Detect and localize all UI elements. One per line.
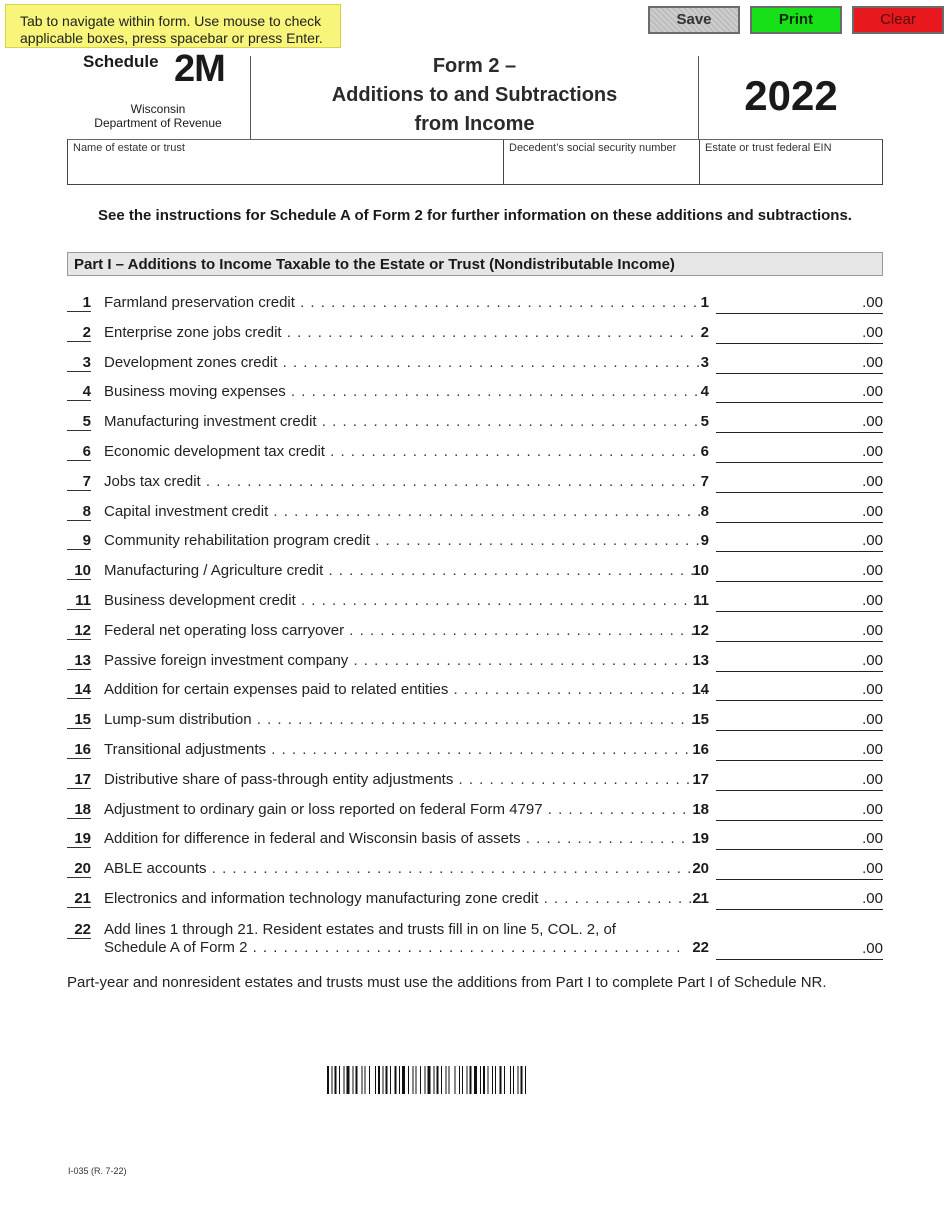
line-description: Electronics and information technology manufacturing zone credit . . . [104, 890, 704, 908]
barcode-bar [386, 1066, 388, 1094]
line-description: Community rehabilitation program credit . . . [104, 532, 704, 550]
barcode-bar [446, 1066, 447, 1094]
notice-line-1: Tab to navigate within form. Use mouse to check [20, 13, 322, 29]
amount-field[interactable]: .00 [716, 293, 883, 314]
barcode-bar [495, 1066, 496, 1094]
estate-name-label: Name of estate or trust [73, 142, 185, 154]
line-number: 15 [67, 712, 91, 729]
line-reference: 9 [700, 532, 709, 550]
amount-field[interactable]: .00 [716, 412, 883, 433]
identification-row [67, 139, 883, 185]
line-reference: 20 [692, 860, 709, 878]
barcode-bar [434, 1066, 435, 1094]
barcode-bar [428, 1066, 431, 1094]
save-button[interactable]: Save [648, 6, 740, 34]
barcode-bar [455, 1066, 456, 1094]
amount-field[interactable]: .00 [716, 800, 883, 821]
line-description: Lump-sum distribution . . . [104, 711, 704, 729]
line-reference: 16 [692, 741, 709, 758]
line-number: 8 [67, 504, 91, 521]
footnote: Part-year and nonresident estates and trusts must use the additions from Part I to complete Part I of Schedule NR. [67, 974, 827, 991]
line-description: Enterprise zone jobs credit . . . [104, 324, 704, 342]
line-reference: 13 [692, 651, 709, 669]
line-number: 5 [67, 414, 91, 431]
line-reference: 12 [692, 621, 709, 639]
barcode-bar [492, 1066, 493, 1094]
barcode-bar [504, 1066, 505, 1094]
line-12 [67, 617, 887, 647]
line-reference: 1 [700, 294, 709, 311]
barcode-bar [462, 1066, 463, 1094]
ssn-cell [504, 140, 700, 184]
line-reference: 7 [700, 472, 709, 490]
line-description: Development zones credit . . . [104, 354, 704, 372]
barcode-bar [362, 1066, 363, 1094]
barcode-bar [332, 1066, 333, 1094]
line-description: Addition for certain expenses paid to related entities . . . [104, 681, 704, 699]
line-reference: 4 [700, 383, 709, 401]
barcode-bar [437, 1066, 439, 1094]
barcode-bar [483, 1066, 485, 1094]
barcode-bar [470, 1066, 472, 1094]
barcode-bar [488, 1066, 489, 1094]
line-reference: 3 [700, 353, 709, 371]
barcode-bar [518, 1066, 519, 1094]
amount-field[interactable]: .00 [716, 621, 883, 642]
line-21 [67, 885, 887, 915]
barcode-bar [353, 1066, 354, 1094]
barcode-bar [474, 1066, 477, 1094]
line-description: ABLE accounts . . . [104, 860, 704, 878]
barcode-bar [339, 1066, 340, 1094]
ein-label: Estate or trust federal EIN [705, 142, 832, 154]
barcode-bar [375, 1066, 376, 1094]
amount-field[interactable]: .00 [716, 889, 883, 910]
line-1 [67, 289, 887, 319]
line-reference: 19 [692, 830, 709, 848]
line-4 [67, 378, 887, 408]
ssn-input[interactable] [508, 158, 695, 180]
line-number: 12 [67, 623, 91, 640]
barcode-bar [425, 1066, 426, 1094]
line-5 [67, 408, 887, 438]
line-number: 4 [67, 384, 91, 401]
line-15 [67, 706, 887, 736]
title-line-3: from Income [414, 113, 535, 135]
title-line-2: Additions to and Subtractions [331, 84, 618, 106]
line-22-desc-1: Add lines 1 through 21. Resident estates and trusts fill in on line 5, COL. 2, of [104, 921, 616, 938]
barcode-bar [459, 1066, 460, 1094]
barcode-bar [402, 1066, 405, 1094]
amount-field[interactable]: .00 [716, 442, 883, 463]
line-number: 9 [67, 533, 91, 550]
barcode-bar [441, 1066, 442, 1094]
line-reference: 15 [692, 711, 709, 729]
line-16 [67, 736, 887, 766]
line-reference: 18 [692, 800, 709, 818]
line-reference: 8 [700, 502, 709, 520]
barcode-bar [335, 1066, 337, 1094]
line-description: Federal net operating loss carryover . . . [104, 622, 704, 640]
title-line-1: Form 2 – [432, 55, 517, 77]
line-reference: 17 [692, 770, 709, 788]
navigation-notice [5, 4, 341, 48]
form-title [252, 52, 697, 139]
line-description: Jobs tax credit . . . [104, 473, 704, 491]
barcode-bar [344, 1066, 345, 1094]
header-divider-right [698, 56, 699, 139]
barcode-bar [369, 1066, 370, 1094]
line-17 [67, 766, 887, 796]
amount-field[interactable]: .00 [716, 859, 883, 880]
agency-department: Department of Revenue [94, 116, 222, 130]
barcode-bar [356, 1066, 358, 1094]
line-8 [67, 498, 887, 528]
amount-field[interactable]: .00 [716, 740, 883, 761]
line-description: Manufacturing investment credit . . . [104, 413, 704, 431]
barcode-bar [413, 1066, 414, 1094]
form-id: I-035 (R. 7-22) [68, 1166, 127, 1176]
line-reference: 11 [693, 592, 709, 609]
amount-field[interactable]: .00 [716, 561, 883, 582]
instructions-text: See the instructions for Schedule A of Form 2 for further information on these additions and subtractions. [98, 207, 852, 224]
line-3 [67, 349, 887, 379]
line-number: 18 [67, 802, 91, 819]
line-description: Business development credit . . . [104, 592, 704, 610]
amount-field[interactable]: .00 [716, 502, 883, 523]
barcode-bar [383, 1066, 384, 1094]
ssn-label: Decedent’s social security number [509, 142, 677, 154]
tax-year: 2022 [744, 72, 838, 119]
line-9 [67, 527, 887, 557]
barcode [327, 1066, 623, 1094]
barcode-bar [521, 1066, 523, 1094]
barcode-bar [525, 1066, 526, 1094]
notice-line-2: applicable boxes, press spacebar or press Enter. [20, 30, 323, 46]
line-11 [67, 587, 887, 617]
clear-button[interactable]: Clear [852, 6, 944, 34]
amount-field[interactable]: .00 [716, 651, 883, 672]
amount-field[interactable]: .00 [716, 710, 883, 731]
line-18 [67, 796, 887, 826]
ein-cell [700, 140, 882, 184]
line-description: Addition for difference in federal and Wisconsin basis of assets . . . [104, 830, 704, 848]
line-22-desc-2: Schedule A of Form 2 . . . [104, 939, 679, 957]
line-number: 16 [67, 742, 91, 759]
line-number: 7 [67, 474, 91, 491]
barcode-bar [510, 1066, 511, 1094]
line-description: Farmland preservation credit . . . [104, 294, 704, 312]
agency-name [70, 102, 246, 130]
amount-field[interactable]: .00 [716, 353, 883, 374]
barcode-bar [416, 1066, 417, 1094]
barcode-bar [408, 1066, 409, 1094]
barcode-bar [513, 1066, 514, 1094]
barcode-bar [480, 1066, 481, 1094]
line-description: Transitional adjustments . . . [104, 741, 704, 759]
amount-field[interactable]: .00 [716, 680, 883, 701]
line-description [104, 921, 689, 957]
line-number: 2 [67, 325, 91, 342]
barcode-bar [399, 1066, 400, 1094]
line-number: 3 [67, 355, 91, 372]
barcode-bar [327, 1066, 329, 1094]
line-19 [67, 825, 887, 855]
line-13 [67, 647, 887, 677]
line-number: 1 [67, 295, 91, 312]
amount-field[interactable]: .00 [716, 472, 883, 493]
amount-field[interactable]: .00 [716, 382, 883, 403]
estate-name-cell [68, 140, 504, 184]
line-description: Economic development tax credit . . . [104, 443, 704, 461]
header-divider-left [250, 56, 251, 139]
line-22 [67, 916, 887, 964]
agency-state: Wisconsin [130, 102, 186, 116]
line-description: Business moving expenses . . . [104, 383, 704, 401]
line-reference: 5 [700, 413, 709, 431]
amount-field[interactable]: .00 [716, 591, 883, 612]
part1-heading: Part I – Additions to Income Taxable to the Estate or Trust (Nondistributable Income) [67, 252, 883, 276]
line-reference: 22 [692, 939, 709, 956]
line-number: 21 [67, 891, 91, 908]
barcode-bar [365, 1066, 366, 1094]
line-20 [67, 855, 887, 885]
amount-field[interactable]: .00 [716, 829, 883, 850]
line-reference: 14 [692, 681, 709, 699]
line-description: Passive foreign investment company . . . [104, 652, 704, 670]
line-number: 10 [67, 563, 91, 580]
line-reference: 2 [700, 323, 709, 341]
line-6 [67, 438, 887, 468]
line-7 [67, 468, 887, 498]
line-description: Distributive share of pass-through entity adjustments . . . [104, 771, 704, 789]
line-reference: 10 [692, 562, 709, 580]
line-description: Capital investment credit . . . [104, 503, 704, 521]
barcode-bar [395, 1066, 397, 1094]
line-number: 13 [67, 653, 91, 670]
barcode-bar [467, 1066, 468, 1094]
line-number: 22 [67, 922, 91, 939]
line-description: Adjustment to ordinary gain or loss reported on federal Form 4797 . . . [104, 801, 704, 819]
schedule-number: 2M [174, 48, 225, 90]
line-number: 19 [67, 831, 91, 848]
line-number: 14 [67, 682, 91, 699]
line-number: 11 [67, 593, 91, 610]
barcode-bar [420, 1066, 421, 1094]
ein-input[interactable] [704, 158, 878, 180]
line-reference: 6 [700, 443, 709, 460]
amount-field[interactable]: .00 [716, 939, 883, 960]
line-number: 6 [67, 444, 91, 461]
estate-name-input[interactable] [72, 158, 499, 180]
line-14 [67, 676, 887, 706]
line-description: Manufacturing / Agriculture credit . . . [104, 562, 704, 580]
print-button[interactable]: Print [750, 6, 842, 34]
line-number: 20 [67, 861, 91, 878]
amount-field[interactable]: .00 [716, 770, 883, 791]
barcode-bar [500, 1066, 502, 1094]
barcode-bar [449, 1066, 450, 1094]
barcode-bar [347, 1066, 350, 1094]
line-reference: 21 [692, 890, 709, 907]
barcode-bar [378, 1066, 380, 1094]
line-number: 17 [67, 772, 91, 789]
amount-field[interactable]: .00 [716, 531, 883, 552]
line-2 [67, 319, 887, 349]
line-10 [67, 557, 887, 587]
schedule-label: Schedule [83, 52, 159, 71]
amount-field[interactable]: .00 [716, 323, 883, 344]
barcode-bar [390, 1066, 391, 1094]
